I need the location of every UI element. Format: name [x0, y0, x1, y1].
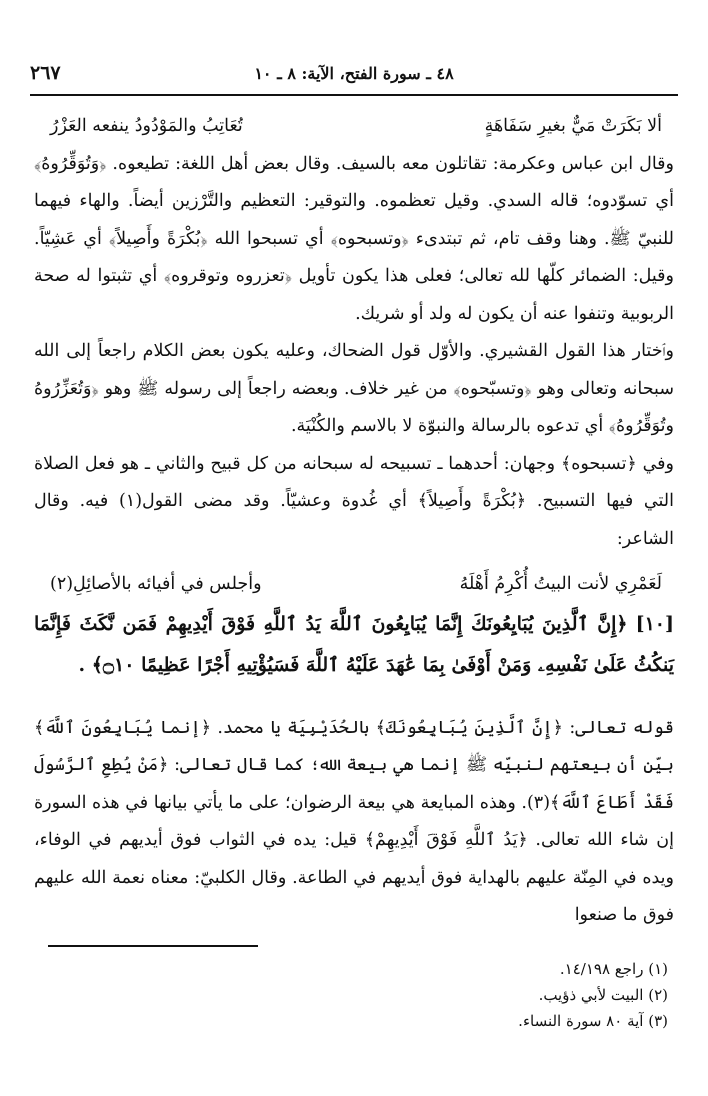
main-text: [34, 108, 674, 935]
paragraph: وفي ﴿تسبحوه﴾ وجهان: أحدهما ـ تسبيحه له سبحانه من كل قبيح والثاني ـ هو فعل الصلاة التي فيها التسبيح. ﴿بُكْرَةً وأَصِيلاً﴾ أي غُدوة وعشيّاً. وقد مضى القول(١) فيه. وقال الشاعر:: [34, 453, 674, 549]
quran-verse: [34, 604, 674, 686]
footnote: (٣) آية ٨٠ سورة النساء.: [518, 1012, 668, 1030]
footnote: (٢) البيت لأبي ذؤيب.: [538, 986, 668, 1004]
paragraph: قوله تعالى: ﴿إِنَّ ٱلَّذِينَ يُبَايِعُونَكَ﴾ بالحُدَيْبِيَة يا محمد. ﴿إنما يُبَايِعُونَ ٱللَّهَ﴾ بيّن أن بيعتهم لنبيّه ﷺ إنما هي بيعة الله؛ كما قال تعالى: ﴿مَنْ يُطِعِ ٱلرَّسُولَ فَقَدْ أَطَاعَ ٱللَّهَ﴾(٣). وهذه المبايعة هي بيعة الرضوان؛ على ما يأتي بيانها في هذه السورة إن شاء الله تعالى. ﴿يَدُ ٱللَّهِ فَوْقَ أَيْدِيهِمْ﴾ قيل: يده في الثواب فوق أيديهم في الوفاء، ويده في المِنّة عليهم بالهداية فوق أيديهم في الطاعة. وقال الكلبيّ: معناه نعمة الله عليهم فوق ما صنعوا: [34, 717, 674, 925]
verse-text: ﴿إِنَّ ٱلَّذِينَ يُبَايِعُونَكَ إِنَّمَا يُبَايِعُونَ ٱللَّهَ يَدُ ٱللَّهِ فَوْقَ أَيْدِيهِمْ فَمَن نَّكَثَ فَإِنَّمَا يَنكُثُ عَلَىٰ نَفْسِهِۦ وَمَنْ أَوْفَىٰ بِمَا عَٰهَدَ عَلَيْهُ ٱللَّهَ فَسَيُؤْتِيهِ أَجْرًا عَظِيمًا ۝١٠﴾ .: [34, 612, 674, 676]
footnote-divider: [48, 945, 258, 947]
paragraph: وقال ابن عباس وعكرمة: تقاتلون معه بالسيف. وقال بعض أهل اللغة: تطيعوه. ﴿وَتُوَقِّرُوهُ﴾ أي تسوّدوه؛ قاله السدي. وقيل تعظموه. والتوقير: التعظيم والتَّرْزين أيضاً. والهاء فيهما للنبيّ ﷺ. وهنا وقف تام، ثم تبتدىء ﴿وتسبحوه﴾ أي تسبحوا الله ﴿بُكْرَةً وأَصِيلاً﴾ أي عَشِيّاً. وقيل: الضمائر كلّها لله تعالى؛ فعلى هذا يكون تأويل ﴿تعزروه وتوقروه﴾ أي تثبتوا له صحة الربوبية وتنفوا عنه أن يكون له ولد أو شريك.: [34, 153, 674, 324]
poem-line: [34, 108, 674, 146]
paragraph: وٱختار هذا القول القشيري. والأوّل قول الضحاك، وعليه يكون بعض الكلام راجعاً إلى الله سبحانه وتعالى وهو ﴿وتسبّحوه﴾ من غير خلاف. وبعضه راجعاً إلى رسوله ﷺ وهو ﴿وَتُعَزِّرُوهُ وتُوَقِّرُوهُ﴾ أي تدعوه بالرسالة والنبوّة لا بالاسم والكُنْيَة.: [34, 341, 674, 436]
poem-hemistich-left: وأجلس في أفيائه بالأصائِلِ(٢): [50, 574, 262, 594]
poem-hemistich-right: ألا بَكَرَتْ مَيٌّ بغيرِ سَفَاهَةٍ: [484, 116, 662, 136]
poem-hemistich-right: لَعَمْرِي لأنت البيتُ أُكْرِمُ أَهْلَهُ: [459, 574, 662, 594]
footnote: (١) راجع ١٤/١٩٨.: [559, 960, 668, 978]
page-number: ٢٦٧: [30, 62, 61, 84]
verse-number: [١٠]: [635, 612, 674, 635]
poem-line: [34, 566, 674, 604]
running-head: [30, 60, 678, 96]
footnotes: [40, 956, 668, 1034]
running-head-title: ٤٨ ـ سورة الفتح، الآية: ٨ ـ ١٠: [254, 64, 454, 83]
poem-hemistich-left: تُعَاتِبُ والمَوْدُودُ ينفعه العَزْرُ: [50, 116, 243, 136]
